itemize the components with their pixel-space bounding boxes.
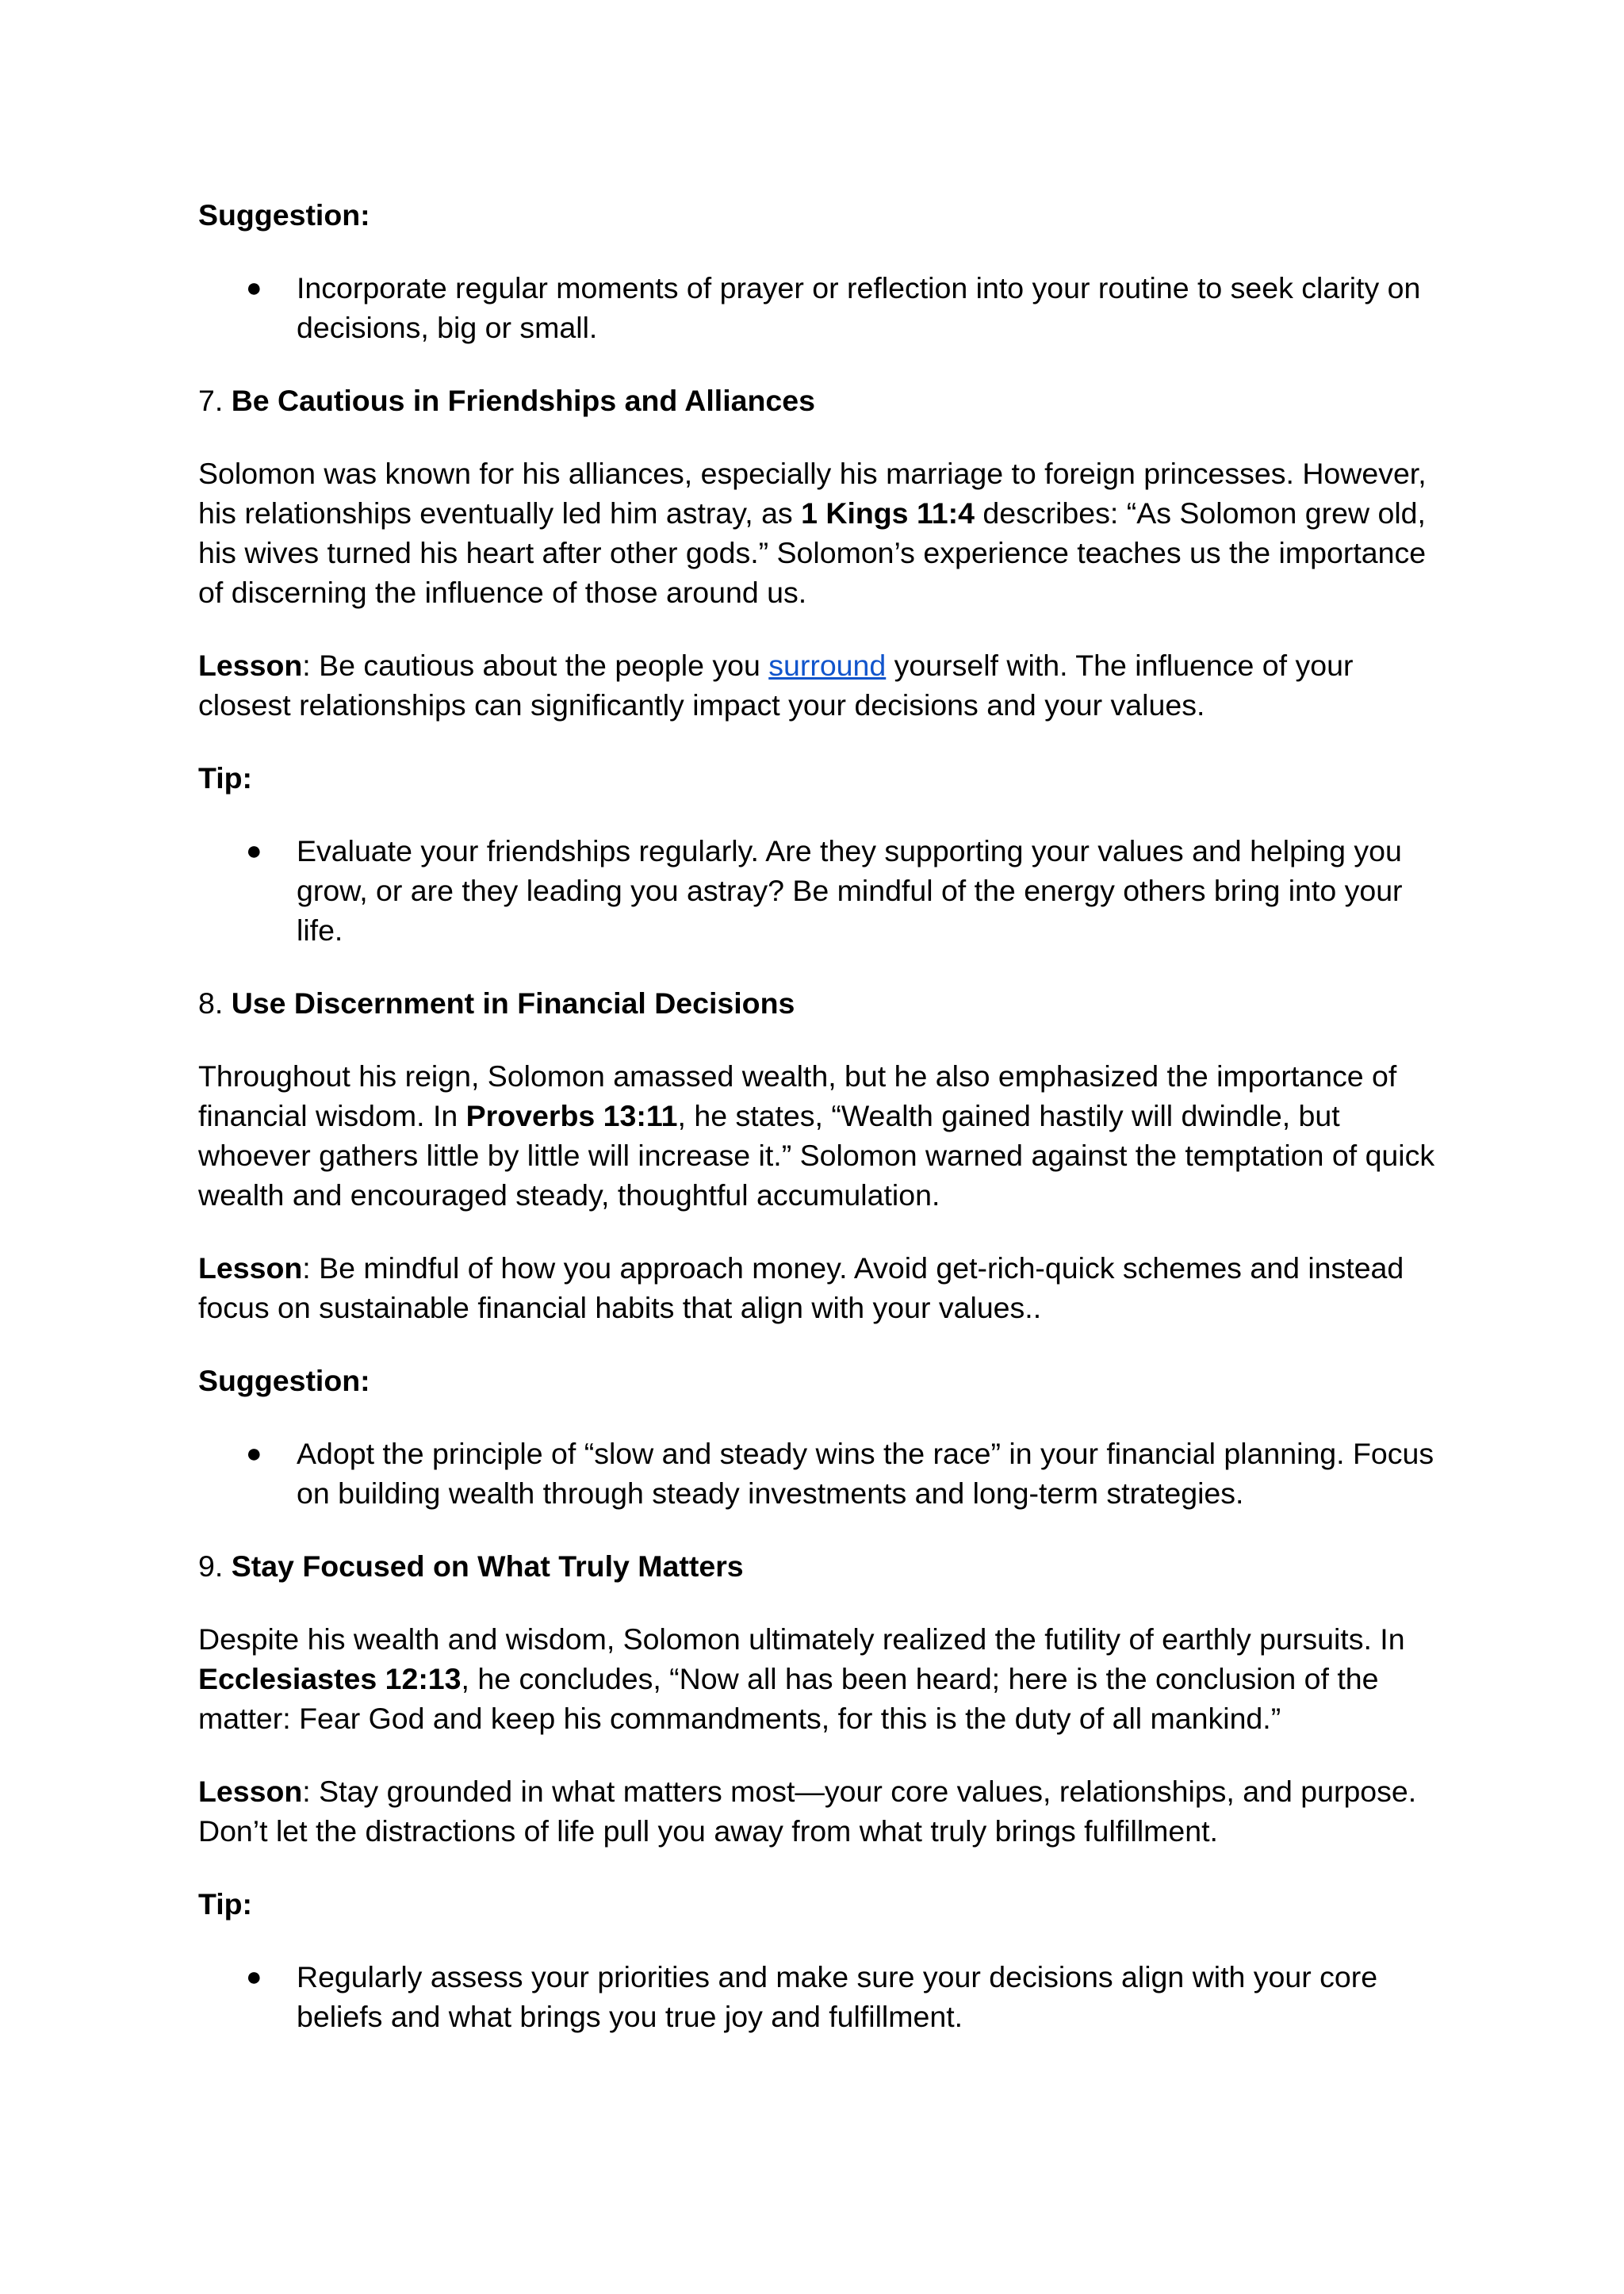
scripture-reference: Ecclesiastes 12:13 <box>198 1662 462 1695</box>
paragraph-text: Throughout his reign, Solomon amassed wealth, but he also emphasized the importance of financial wisdom. In <box>198 1059 1397 1132</box>
section-title: Use Discernment in Financial Decisions <box>231 986 795 1020</box>
section-7-heading <box>198 381 1443 420</box>
bullet-icon: ● <box>246 1962 262 1992</box>
lesson-text: yourself with. The influence of your closest relationships can significantly impact your decisions and your values. <box>198 649 1354 722</box>
section-9-lesson <box>198 1771 1443 1851</box>
section-8-heading <box>198 983 1443 1023</box>
bullet-icon: ● <box>246 1438 262 1469</box>
lesson-text: : Be cautious about the people you <box>302 649 769 682</box>
section-title: Be Cautious in Friendships and Alliances <box>231 384 815 417</box>
lesson-label: Lesson <box>198 1251 303 1285</box>
lesson-text: : Be mindful of how you approach money. Avoid get-rich-quick schemes and instead focus on sustainable financial habits that align with your values.. <box>198 1251 1404 1324</box>
list-item <box>198 1957 1443 2036</box>
list-item <box>198 268 1443 347</box>
section-8-lesson <box>198 1248 1443 1327</box>
list-item-text: Evaluate your friendships regularly. Are they supporting your values and helping you grow, or are they leading you astray? Be mindful of the energy others bring into your life. <box>297 834 1403 947</box>
suggestion-list <box>198 268 1443 347</box>
bullet-icon: ● <box>246 273 262 303</box>
paragraph-text: describes: “As Solomon grew old, his wives turned his heart after other gods.” Solomon’s experience teaches us the importance of discerning the influence of those around us. <box>198 496 1427 609</box>
lesson-label: Lesson <box>198 1775 303 1808</box>
suggestion-list <box>198 1434 1443 1513</box>
suggestion-label: Suggestion: <box>198 1364 370 1397</box>
scripture-reference: 1 Kings 11:4 <box>801 496 975 530</box>
list-item-text: Adopt the principle of “slow and steady wins the race” in your financial planning. Focus on building wealth through steady investments and long-term strategies. <box>297 1437 1434 1510</box>
section-7-paragraph <box>198 454 1443 612</box>
paragraph-text: Despite his wealth and wisdom, Solomon ultimately realized the futility of earthly pursuits. In <box>198 1622 1405 1656</box>
section-9-paragraph <box>198 1619 1443 1738</box>
surround-link[interactable]: surround <box>768 649 887 682</box>
lesson-text: : Stay grounded in what matters most—your core values, relationships, and purpose. Don’t let the distractions of life pull you away from what truly brings fulfillment. <box>198 1775 1417 1848</box>
tip-list <box>198 1957 1443 2036</box>
lesson-label: Lesson <box>198 649 303 682</box>
document-page <box>198 195 1443 2036</box>
section-8-paragraph <box>198 1056 1443 1215</box>
suggestion-label: Suggestion: <box>198 198 370 232</box>
section-9-heading <box>198 1546 1443 1586</box>
paragraph-text: Solomon was known for his alliances, especially his marriage to foreign princesses. However, his relationships eventually led him astray, as <box>198 457 1427 530</box>
section-number: 7. <box>198 384 232 417</box>
tip-list <box>198 831 1443 950</box>
list-item <box>198 831 1443 950</box>
tip-label: Tip: <box>198 1887 253 1921</box>
section-number: 9. <box>198 1549 232 1583</box>
bullet-icon: ● <box>246 836 262 866</box>
list-item-text: Incorporate regular moments of prayer or reflection into your routine to seek clarity on decisions, big or small. <box>297 271 1421 344</box>
list-item <box>198 1434 1443 1513</box>
paragraph-text: , he concludes, “Now all has been heard; here is the conclusion of the matter: Fear God and keep his commandments, for this is the duty of all mankind.” <box>198 1662 1379 1735</box>
section-title: Stay Focused on What Truly Matters <box>231 1549 744 1583</box>
list-item-text: Regularly assess your priorities and make sure your decisions align with your core beliefs and what brings you true joy and fulfillment. <box>297 1960 1378 2033</box>
paragraph-text: , he states, “Wealth gained hastily will dwindle, but whoever gathers little by little will increase it.” Solomon warned against the temptation of quick wealth and encouraged steady, thoughtful accumulation. <box>198 1099 1435 1212</box>
section-number: 8. <box>198 986 232 1020</box>
scripture-reference: Proverbs 13:11 <box>465 1099 678 1132</box>
section-7-lesson <box>198 645 1443 725</box>
tip-label: Tip: <box>198 761 253 795</box>
